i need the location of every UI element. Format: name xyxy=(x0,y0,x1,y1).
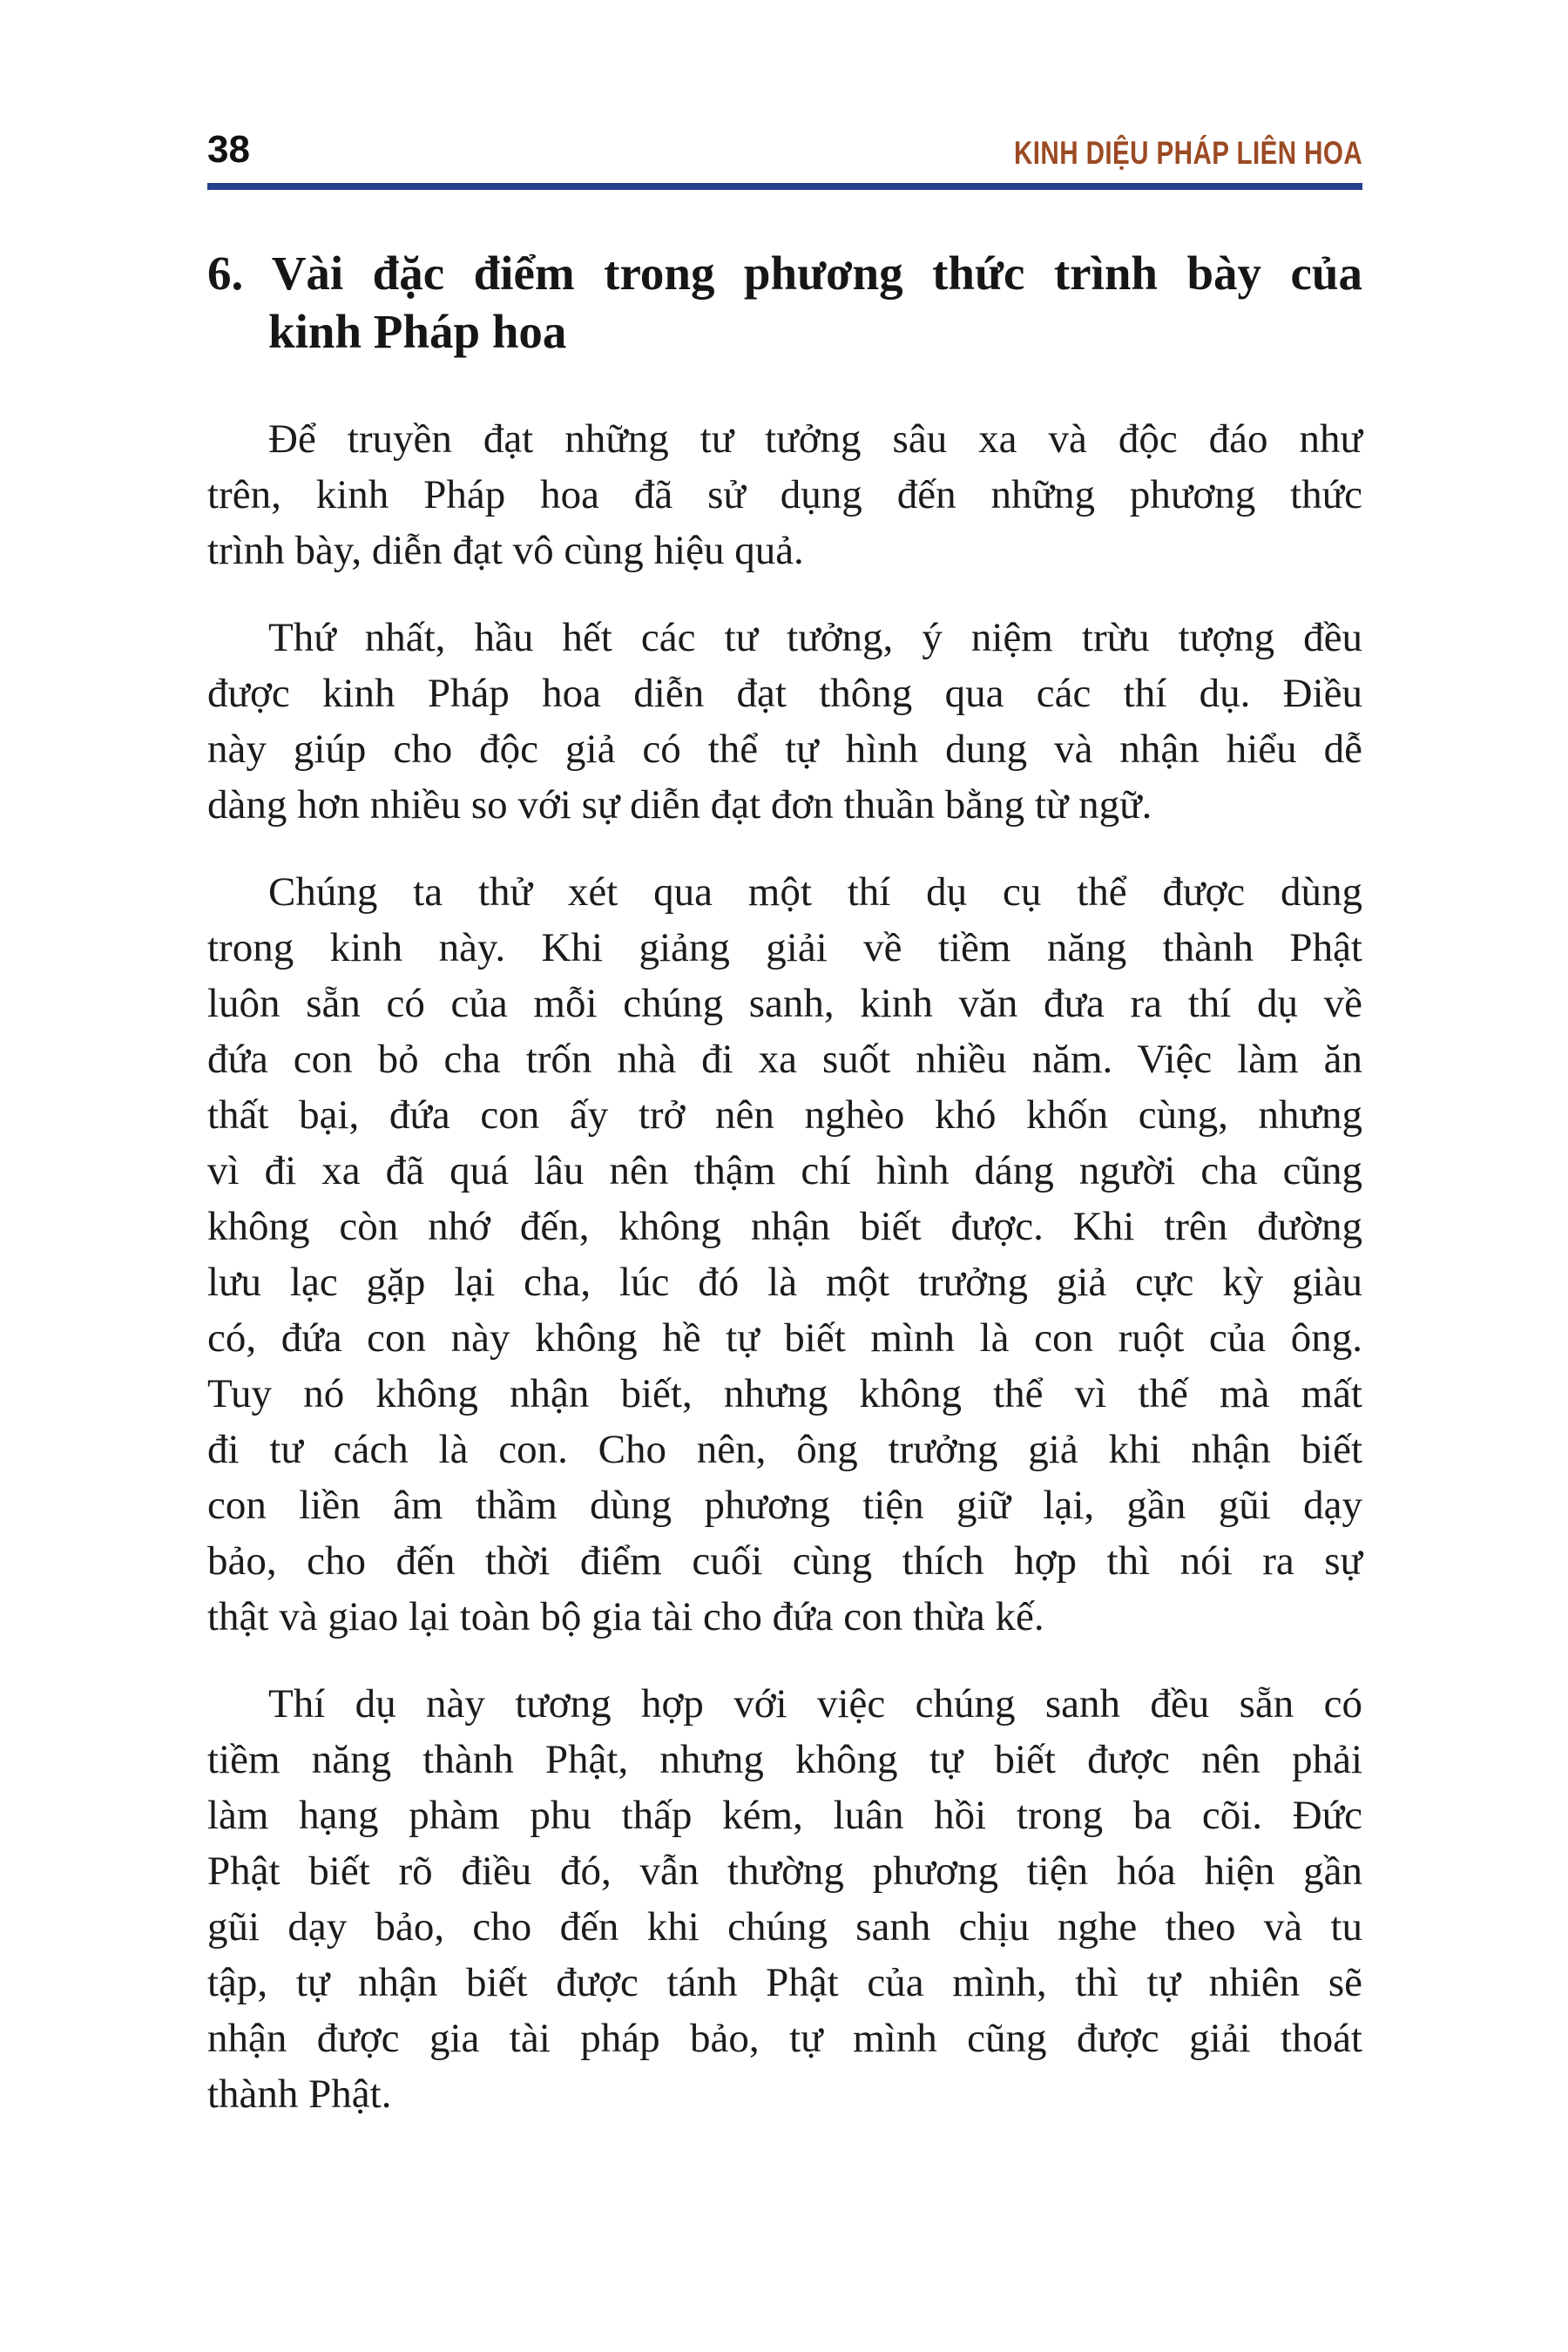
text-line: Tuy nó không nhận biết, nhưng không thể vì thế mà mất xyxy=(207,1371,1362,1416)
text-line: tập, tự nhận biết được tánh Phật của mình, thì tự nhiên sẽ xyxy=(207,1960,1362,2005)
text-line: trình bày, diễn đạt vô cùng hiệu quả. xyxy=(207,528,804,573)
text-line: luôn sẵn có của mỗi chúng sanh, kinh văn đưa ra thí dụ về xyxy=(207,981,1362,1026)
text-line: Chúng ta thử xét qua một thí dụ cụ thể được dùng xyxy=(268,869,1362,915)
text-line: thật và giao lại toàn bộ gia tài cho đứa con thừa kế. xyxy=(207,1594,1044,1639)
text-line: nhận được gia tài pháp bảo, tự mình cũng được giải thoát xyxy=(207,2016,1362,2061)
page-header xyxy=(207,128,1362,183)
header-rule xyxy=(207,183,1362,190)
paragraph xyxy=(207,411,1362,578)
text-line: Thứ nhất, hầu hết các tư tưởng, ý niệm trừu tượng đều xyxy=(268,615,1362,660)
running-title: KINH DIỆU PHÁP LIÊN HOA xyxy=(1013,135,1362,171)
section-heading xyxy=(207,244,1362,361)
text-line: đứa con bỏ cha trốn nhà đi xa suốt nhiều năm. Việc làm ăn xyxy=(207,1037,1362,1082)
text-line: vì đi xa đã quá lâu nên thậm chí hình dáng người cha cũng xyxy=(207,1148,1362,1193)
body-text xyxy=(207,411,1362,2122)
text-line: bảo, cho đến thời điểm cuối cùng thích hợp thì nói ra sự xyxy=(207,1538,1362,1584)
heading-line-2: kinh Pháp hoa xyxy=(268,305,567,358)
text-line: trên, kinh Pháp hoa đã sử dụng đến những phương thức xyxy=(207,472,1362,517)
page-number: 38 xyxy=(207,128,250,171)
paragraph xyxy=(207,1676,1362,2122)
text-line: được kinh Pháp hoa diễn đạt thông qua các thí dụ. Điều xyxy=(207,671,1362,716)
paragraph xyxy=(207,864,1362,1645)
text-line: dàng hơn nhiều so với sự diễn đạt đơn thuần bằng từ ngữ. xyxy=(207,782,1152,828)
text-line: không còn nhớ đến, không nhận biết được. Khi trên đường xyxy=(207,1204,1362,1249)
text-line: lưu lạc gặp lại cha, lúc đó là một trưởng giả cực kỳ giàu xyxy=(207,1260,1362,1305)
text-line: Phật biết rõ điều đó, vẫn thường phương tiện hóa hiện gần xyxy=(207,1848,1362,1894)
text-line: tiềm năng thành Phật, nhưng không tự biết được nên phải xyxy=(207,1737,1362,1782)
text-line: Để truyền đạt những tư tưởng sâu xa và độc đáo như xyxy=(268,416,1362,462)
text-line: có, đứa con này không hề tự biết mình là con ruột của ông. xyxy=(207,1315,1362,1361)
text-line: trong kinh này. Khi giảng giải về tiềm năng thành Phật xyxy=(207,925,1362,970)
text-line: thành Phật. xyxy=(207,2072,392,2117)
heading-line-1: 6. Vài đặc điểm trong phương thức trình bày của xyxy=(207,247,1362,300)
text-line: thất bại, đứa con ấy trở nên nghèo khó khốn cùng, nhưng xyxy=(207,1092,1362,1138)
text-line: gũi dạy bảo, cho đến khi chúng sanh chịu nghe theo và tu xyxy=(207,1904,1362,1950)
text-line: này giúp cho độc giả có thể tự hình dung và nhận hiểu dễ xyxy=(207,727,1362,772)
text-line: con liền âm thầm dùng phương tiện giữ lại, gần gũi dạy xyxy=(207,1483,1362,1528)
text-line: Thí dụ này tương hợp với việc chúng sanh đều sẵn có xyxy=(268,1681,1362,1727)
text-line: đi tư cách là con. Cho nên, ông trưởng giả khi nhận biết xyxy=(207,1427,1362,1472)
text-line: làm hạng phàm phu thấp kém, luân hồi trong ba cõi. Đức xyxy=(207,1793,1362,1838)
paragraph xyxy=(207,610,1362,833)
